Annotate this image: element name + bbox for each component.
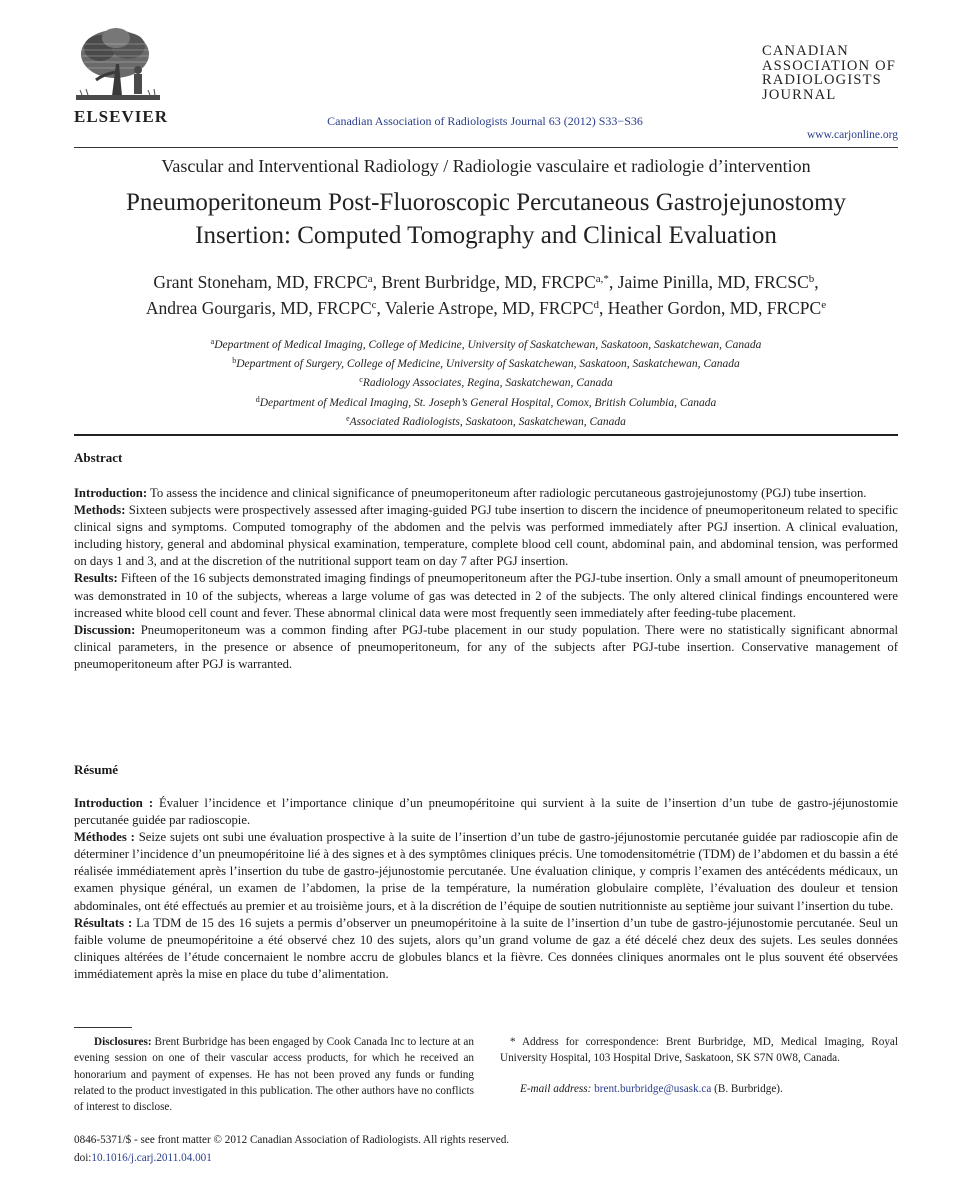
author-name: Heather Gordon, MD, FRCPC: [607, 298, 822, 318]
affiliation-line: [74, 411, 898, 430]
affiliations: [74, 334, 898, 430]
resume-paragraph: [74, 829, 898, 914]
section-heading: Vascular and Interventional Radiology / Radiologie vasculaire et radiologie d’intervention: [161, 156, 811, 176]
resume-paragraph: [74, 915, 898, 983]
paragraph-text: Fifteen of the 16 subjects demonstrated imaging findings of pneumoperitoneum after the PGJ-tube insertion. Only a small amount of pneumoperitoneum was demonstrated in 10 of the subjects, whereas a large volume of gas was detected in 2 of the subjects. The only altered clinical findings encountered were increased white blood cell count and fever. These abnormal clinical data were most frequently seen immediately after feeding-tube placement.: [74, 571, 898, 620]
journal-citation[interactable]: Canadian Association of Radiologists Journal 63 (2012) S33−S36: [327, 114, 643, 128]
affiliation-mark: b: [232, 356, 237, 366]
disclosures-text: Brent Burbridge has been engaged by Cook Canada Inc to lecture at an evening session on one of their vascular access products, for which he received an honorarium and payment of expenses. He has not been proved any funds or funding related to the product investigated in this publication. The other authors have no conflicts of interest to disclose.: [74, 1036, 474, 1114]
paragraph-text: Seize sujets ont subi une évaluation prospective à la suite de l’insertion d’un tube de gastro-jéjunostomie percutanée guidée par radioscopie afin de déterminer l’incidence d’un pneumopéritoine lié à des signes et à des symptômes cliniques précis. Une tomodensitométrie (TDM) de l’abdomen et du bassin a été réalisée immédiatement après l’insertion du tube de gastro-jéjunostomie percutanée. Une évaluation clinique, y compris l’examen des antécédents médicaux, un examen physique général, un examen de l’abdomen, la prise de la température, la numération globulaire complète, l’évaluation des douleur et tension abdominales, ont été effectués au premier et au troisième jours, et à la discrétion de l’équipe de soutien nutritionniste au septième jour suivant l’insertion du tube.: [74, 830, 898, 913]
author-name: Valerie Astrope, MD, FRCPC: [384, 298, 594, 318]
abstract-heading: Abstract: [74, 450, 123, 465]
affiliation-mark: e: [346, 413, 350, 423]
affiliation-text: Department of Medical Imaging, College of Medicine, University of Saskatchewan, Saskatoon, Saskatchewan, Canada: [214, 339, 762, 351]
resume-body: [74, 795, 898, 983]
paragraph-label: Résultats :: [74, 915, 133, 930]
affiliation-mark: d: [255, 394, 260, 404]
doi-line: [74, 1152, 212, 1164]
abstract-paragraph: [74, 485, 898, 502]
author-affiliation-mark: b: [808, 273, 815, 285]
journal-url-link[interactable]: www.carjonline.org: [806, 129, 898, 141]
affiliation-text: Department of Medical Imaging, St. Joseph’s General Hospital, Comox, British Columbia, Canada: [259, 396, 717, 409]
author-line: [74, 272, 898, 293]
publisher-logo: [70, 24, 165, 104]
affiliation-line: [74, 392, 898, 411]
abstract-body: [74, 485, 898, 673]
affiliation-line: [74, 353, 898, 372]
paragraph-label: Méthodes :: [74, 830, 135, 845]
paragraph-label: Introduction:: [74, 486, 148, 500]
author-affiliation-mark: a: [367, 273, 373, 285]
author-affiliation-mark: e: [821, 299, 827, 311]
correspondence-text: * Address for correspondence: Brent Burbridge, MD, Medical Imaging, Royal University Hospital, 103 Hospital Drive, Saskatoon, SK S7N 0W8, Canada.: [500, 1036, 898, 1065]
disclosures-footnote: [74, 1034, 474, 1115]
publisher-name: ELSEVIER: [74, 107, 168, 126]
paragraph-text: Évaluer l’incidence et l’importance clinique d’un pneumopéritoine qui survient à la suite de l’insertion d’un tube de gastro-jéjunostomie percutanée guidée par radioscopie.: [74, 796, 898, 828]
affiliation-text: Radiology Associates, Regina, Saskatchewan, Canada: [362, 377, 613, 390]
author-name: Jaime Pinilla, MD, FRCSC: [617, 272, 809, 292]
affiliation-text: Department of Surgery, College of Medicine, University of Saskatchewan, Saskatoon, Saskatchewan, Canada: [236, 358, 740, 371]
author-separator: ,: [376, 298, 385, 318]
copyright-notice: 0846-5371/$ - see front matter © 2012 Canadian Association of Radiologists. All rights reserved.: [74, 1134, 510, 1146]
elsevier-tree-icon: [70, 24, 165, 104]
email-label: E-mail address:: [520, 1083, 592, 1095]
author-name: Andrea Gourgaris, MD, FRCPC: [145, 298, 372, 318]
disclosures-label: Disclosures:: [94, 1036, 152, 1048]
abstract-paragraph: [74, 502, 898, 570]
paragraph-label: Methods:: [74, 503, 126, 518]
author-affiliation-mark: d: [593, 299, 600, 311]
affiliation-text: Associated Radiologists, Saskatoon, Saskatchewan, Canada: [349, 415, 626, 428]
footnote-divider: [74, 1027, 132, 1028]
email-footnote: [520, 1083, 898, 1095]
author-affiliation-mark: c: [371, 299, 377, 311]
title-divider: [74, 434, 898, 436]
author-separator: ,: [814, 272, 819, 292]
paragraph-text: Sixteen subjects were prospectively assessed after imaging-guided PGJ tube insertion to discern the incidence of pneumoperitoneum related to specific clinical signs and symptoms. Computed tomography of the abdomen and the pelvis was performed immediately after PGJ insertion. A clinical evaluation, including history, general and abdominal physical examination, temperature, complete blood cell count, abdominal pain, and abdominal tension, was performed on days 1 and 3, and at the discretion of the nutritional support team on day 7 after PGJ insertion.: [74, 503, 898, 569]
article-title-line: Pneumoperitoneum Post-Fluoroscopic Percutaneous Gastrojejunostomy: [125, 189, 847, 216]
author-name: Brent Burbridge, MD, FRCPC: [381, 272, 596, 292]
abstract-paragraph: [74, 570, 898, 621]
author-separator: ,: [599, 298, 608, 318]
paragraph-label: Discussion:: [74, 622, 136, 637]
author-affiliation-mark[interactable]: a,*: [595, 273, 609, 285]
article-title: [74, 186, 898, 252]
abstract-paragraph: [74, 622, 898, 673]
correspondence-footnote: [500, 1034, 898, 1067]
paragraph-label: Results:: [74, 571, 118, 586]
doi-link[interactable]: 10.1016/j.carj.2011.04.001: [91, 1152, 212, 1164]
paragraph-label: Introduction :: [74, 796, 154, 810]
author-name: Grant Stoneham, MD, FRCPC: [153, 272, 368, 292]
email-link[interactable]: brent.burbridge@usask.ca: [594, 1083, 712, 1095]
paragraph-text: La TDM de 15 des 16 sujets a permis d’observer un pneumopéritoine à la suite de l’insertion d’un tube de gastro-jéjunostomie percutanée. Seul un faible volume de pneumopéritoine a été observé chez 10 des sujets, alors qu’un grand volume de gaz a été décelé chez deux des sujets. Les seules données cliniques altérées de l’étude concernaient le nombre accru de globules blancs et la fièvre. Ces données cliniques anormales ont le plus souvent été observées immédiatement après la mise en place du tube d’alimentation.: [74, 915, 898, 981]
author-line: [74, 298, 898, 319]
article-title-line: Insertion: Computed Tomography and Clinical Evaluation: [195, 222, 777, 249]
doi-prefix: doi:: [74, 1152, 92, 1164]
paragraph-text: Pneumoperitoneum was a common finding after PGJ-tube placement in our study population. There were no statistically significant abnormal clinical parameters, in the presence or absence of pneumoperitoneum, for any of the subjects after PGJ-tube insertion. Conservative management of pneumoperitoneum after PGJ is warranted.: [74, 622, 898, 671]
resume-heading: Résumé: [74, 762, 119, 777]
affiliation-line: [74, 372, 898, 391]
author-separator: ,: [608, 272, 618, 292]
affiliation-mark: a: [210, 337, 215, 346]
author-separator: ,: [372, 272, 382, 292]
affiliation-mark: c: [359, 375, 363, 385]
email-suffix: (B. Burbridge).: [711, 1083, 783, 1095]
paragraph-text: To assess the incidence and clinical significance of pneumoperitoneum after radiologic percutaneous gastrojejunostomy (PGJ) tube insertion.: [147, 486, 867, 500]
header-divider: [74, 147, 898, 148]
affiliation-line: [74, 334, 898, 353]
journal-name: CANADIAN ASSOCIATION OF RADIOLOGISTS JOURNAL: [762, 43, 897, 103]
resume-paragraph: [74, 795, 898, 829]
